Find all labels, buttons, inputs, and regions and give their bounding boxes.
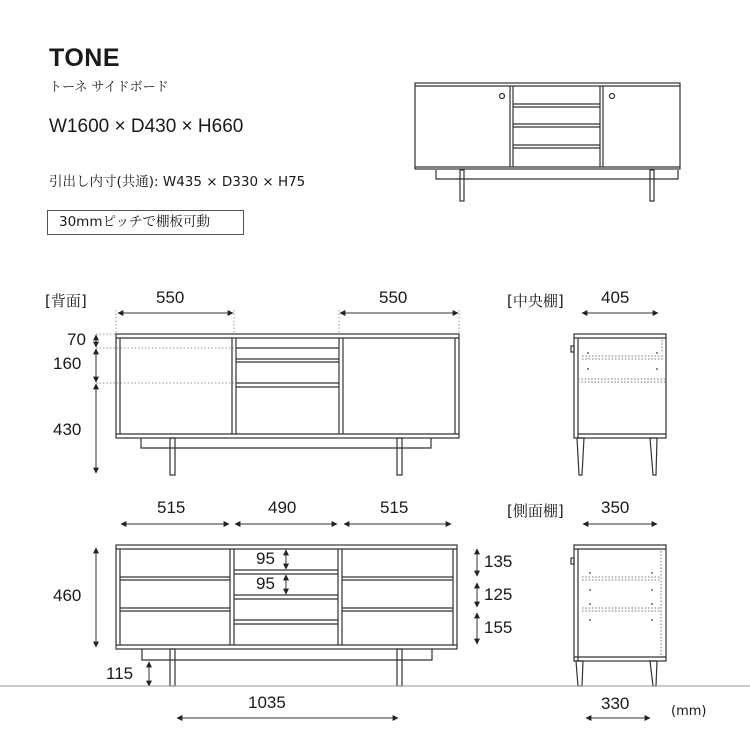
front-width-right: 515 bbox=[380, 498, 409, 517]
back-height-bottom: 430 bbox=[53, 420, 82, 439]
unit-label: (mm) bbox=[671, 704, 707, 719]
back-width-right: 550 bbox=[379, 288, 408, 307]
shelf-3-height: 155 bbox=[484, 618, 513, 637]
center-shelf-label: [中央棚] bbox=[507, 292, 564, 310]
overall-dimensions: W1600 × D430 × H660 bbox=[49, 116, 244, 137]
back-view-drawing bbox=[116, 334, 459, 475]
side-shelf-dotted bbox=[582, 551, 661, 655]
front-view-dimension-lines bbox=[96, 524, 477, 718]
side-shelf-width: 350 bbox=[601, 498, 630, 517]
overview-sideboard bbox=[415, 83, 680, 201]
front-width-center: 490 bbox=[268, 498, 297, 517]
side-shelf-leg-span: 330 bbox=[601, 694, 630, 713]
drawer-inner-dimensions: 引出し内寸(共通): W435 × D330 × H75 bbox=[49, 174, 306, 190]
center-shelf-pins bbox=[587, 352, 658, 370]
front-width-left: 515 bbox=[157, 498, 186, 517]
center-shelf-width: 405 bbox=[601, 288, 630, 307]
back-height-top: 70 bbox=[67, 330, 86, 349]
shelf-adjust-badge: 30mmピッチで棚板可動 bbox=[47, 210, 244, 235]
center-shelf-dotted bbox=[578, 340, 666, 382]
back-view-dimension-lines bbox=[96, 313, 458, 473]
side-shelf-label: [側面棚] bbox=[507, 502, 564, 520]
drawer-1-height: 95 bbox=[256, 549, 275, 568]
shelf-2-height: 125 bbox=[484, 585, 513, 604]
leg-clearance: 115 bbox=[106, 664, 134, 683]
back-view-label: [背面] bbox=[45, 292, 87, 310]
back-width-left: 550 bbox=[156, 288, 185, 307]
shelf-1-height: 135 bbox=[484, 552, 513, 571]
drawer-2-height: 95 bbox=[256, 574, 275, 593]
product-subtitle: トーネ サイドボード bbox=[49, 80, 169, 95]
front-total-height: 460 bbox=[53, 586, 82, 605]
side-shelf-drawing bbox=[571, 545, 666, 686]
back-view-guides bbox=[96, 310, 459, 383]
leg-span: 1035 bbox=[248, 693, 286, 712]
side-shelf-pins bbox=[589, 572, 653, 621]
center-shelf-drawing bbox=[571, 334, 666, 475]
back-height-mid: 160 bbox=[53, 354, 82, 373]
product-title: TONE bbox=[49, 44, 120, 72]
